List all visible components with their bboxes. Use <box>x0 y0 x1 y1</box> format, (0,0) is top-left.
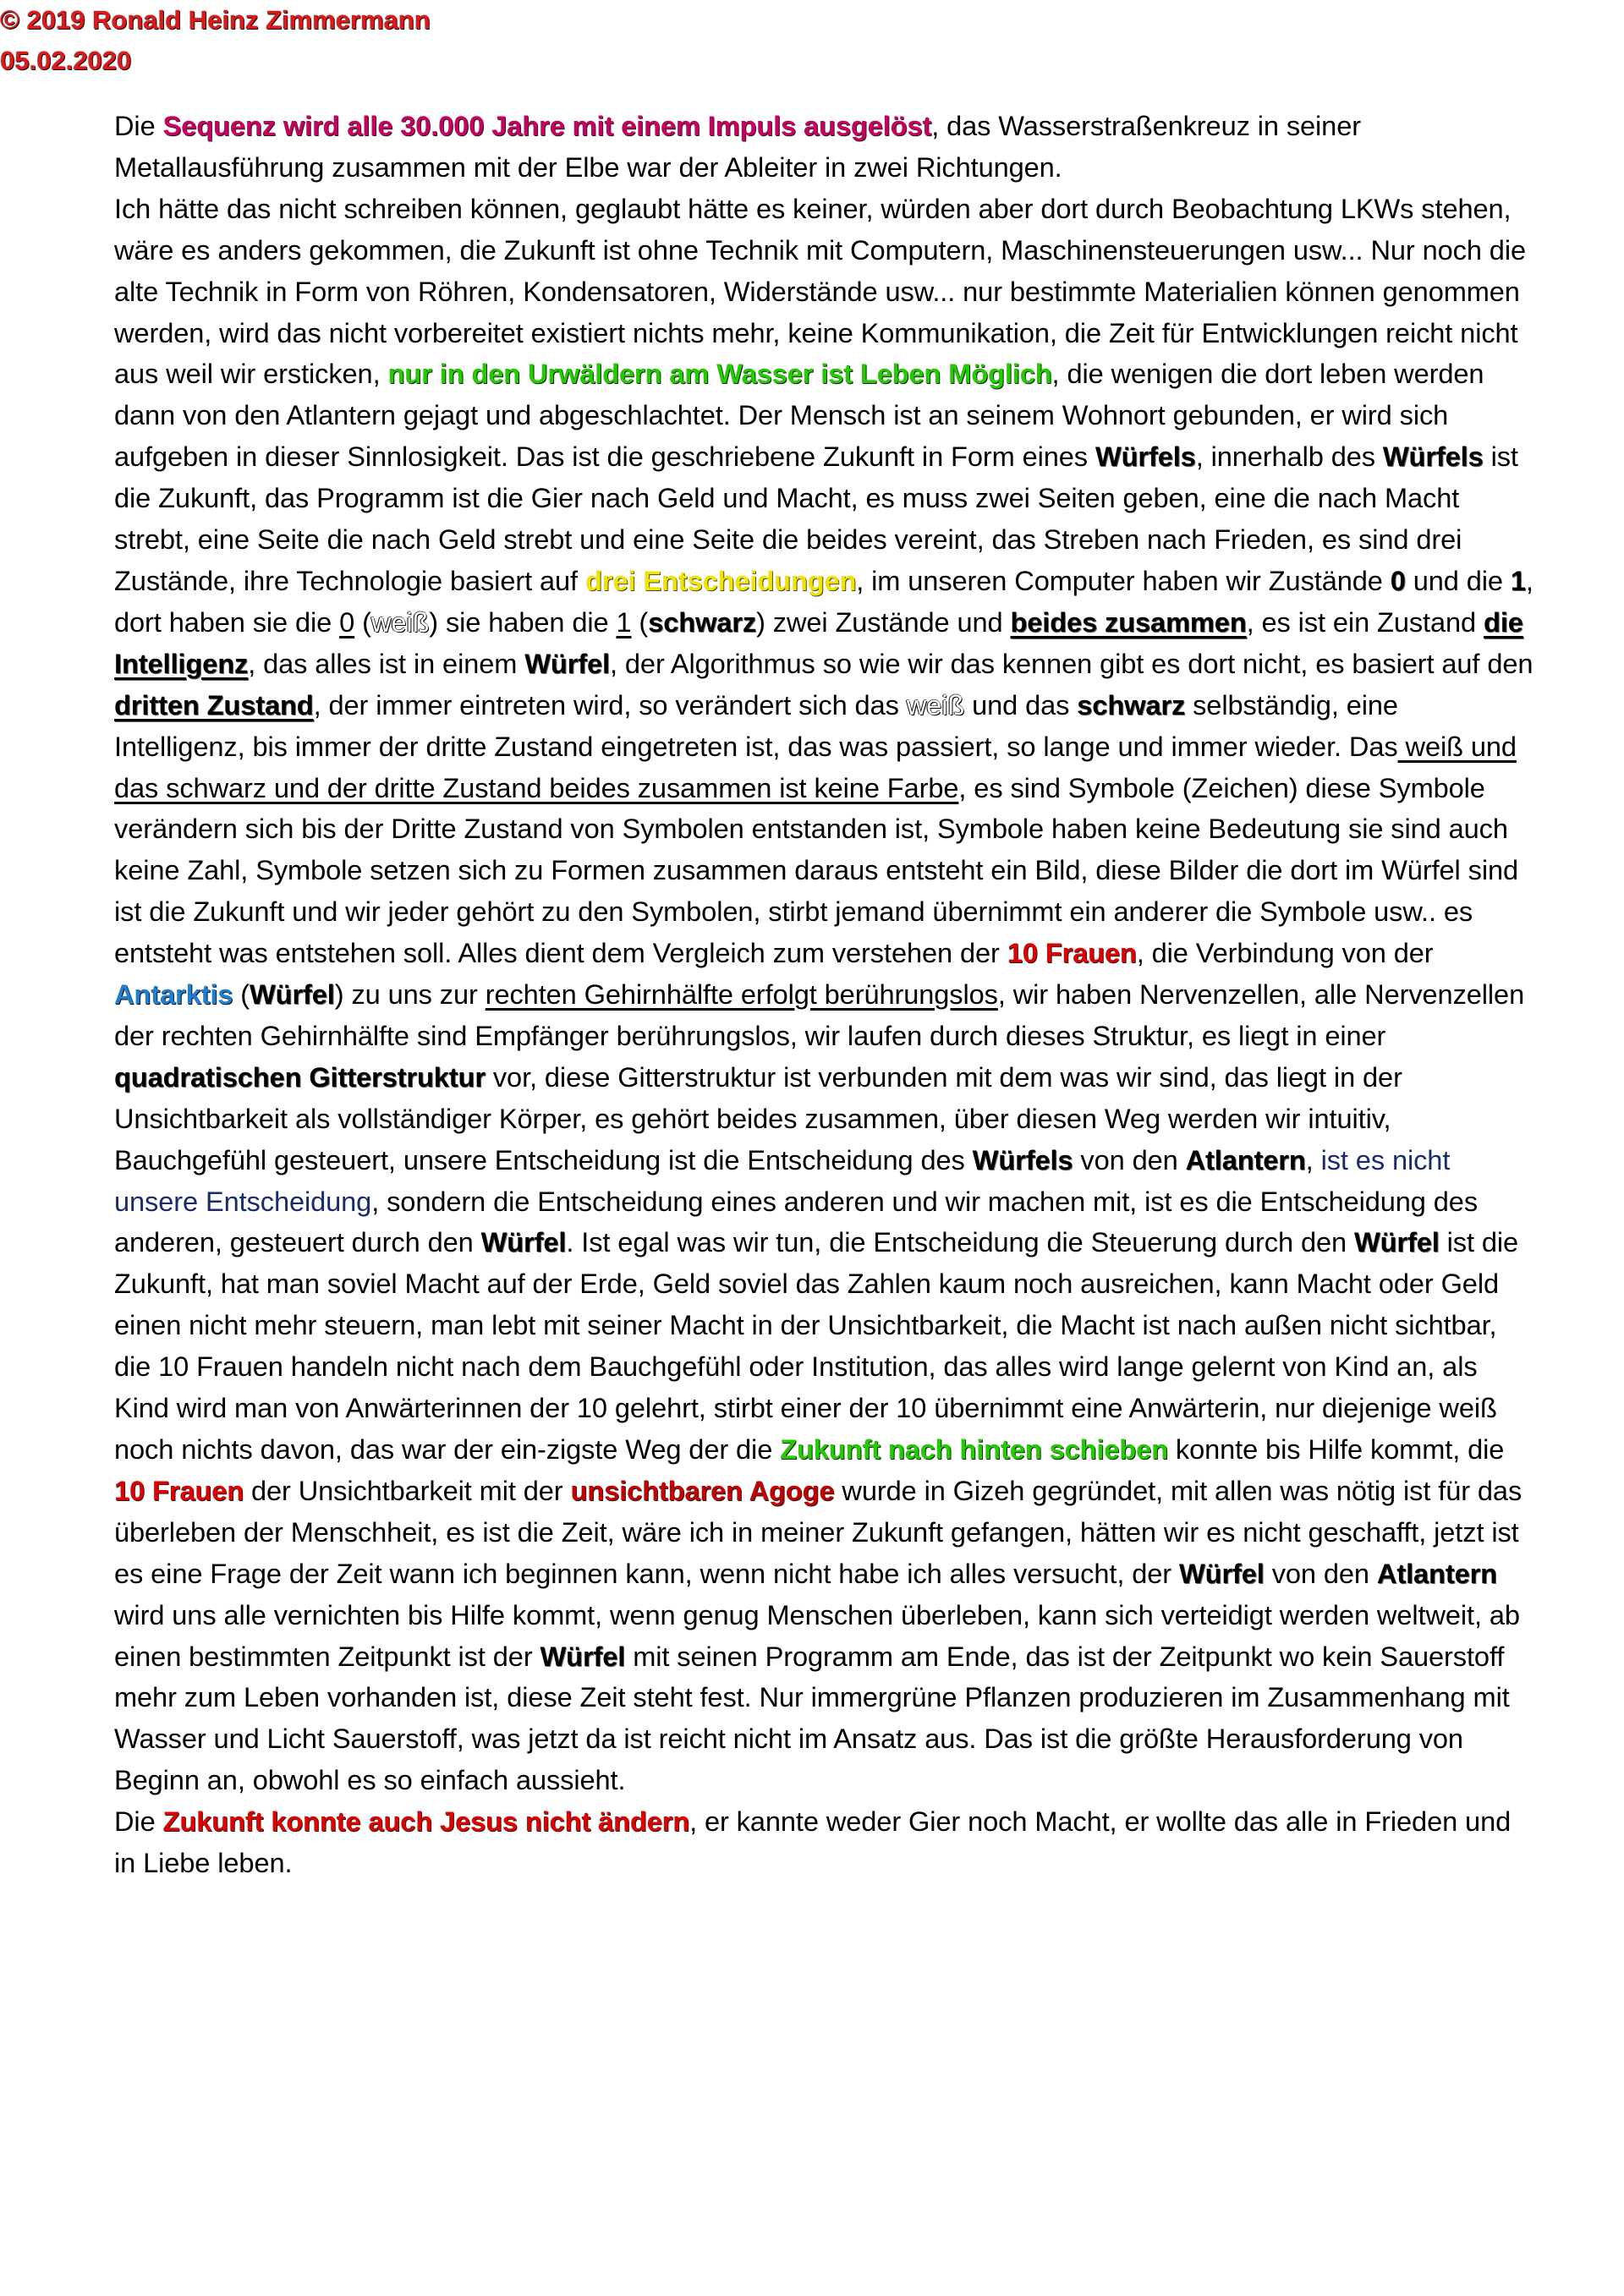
copyright-notice: © 2019 Ronald Heinz Zimmermann <box>0 5 431 35</box>
text-run: ( <box>233 978 250 1011</box>
text-run: ( <box>354 606 371 638</box>
text-run: , er kannte weder Gier noch Macht, er wollte das alle in Frieden und in Liebe leben. <box>114 1806 1512 1879</box>
text-run: selbständig, eine Intelligenz, bis immer der dritte Zustand eingetreten ist, das was passiert, so lange und immer wieder. Das <box>114 688 1398 762</box>
text-run: Die <box>114 1806 163 1838</box>
text-run: , innerhalb des <box>1195 441 1383 473</box>
document-date: 05.02.2020 <box>0 46 132 75</box>
term-atlantern: Atlantern <box>1376 1557 1497 1589</box>
text-run: Die <box>114 110 163 141</box>
term-wuerfel: Würfels <box>1382 441 1484 473</box>
text-run: ) zu uns zur <box>334 978 486 1011</box>
text-run: vor, diese Gitterstruktur ist verbunden mit dem was wir sind, das liegt in der Unsichtbarkeit als vollständiger Körper, es gehört beides zusammen, über diesen Weg werden wir intuitiv, Bauchgefühl gesteuert, unsere Entscheidung ist die Entscheidung des <box>114 1060 1402 1175</box>
text-run: ) sie haben die <box>429 606 617 638</box>
term-beides-zusammen: beides zusammen <box>1010 606 1247 638</box>
text-run: der Unsichtbarkeit mit der <box>244 1474 571 1506</box>
highlight-unsere-entscheidung: ist es nicht unsere Entscheidung <box>114 1143 1451 1217</box>
text-run: , wir haben Nervenzellen, alle Nervenzellen der rechten Gehirnhälfte sind Empfänger berührungslos, wir laufen durch dieses Struktur, es liegt in einer <box>114 978 1525 1051</box>
text-run: , die Verbindung von der <box>1136 937 1434 969</box>
term-weiss: weiß <box>906 688 965 721</box>
highlight-zukunft-schieben: Zukunft nach hinten schieben <box>780 1433 1168 1465</box>
text-run: , <box>1305 1143 1321 1175</box>
term-wuerfel: Würfels <box>1095 441 1196 473</box>
paragraph-2 <box>114 189 1535 1801</box>
text-run: , der Algorithmus so wie wir das kennen gibt es dort nicht, es basiert auf den <box>610 647 1533 679</box>
term-weiss: weiß <box>370 606 430 638</box>
text-run: , die wenigen die dort leben werden dann von den Atlantern gejagt und abgeschlachtet. Der Mensch ist an seinem Wohnort gebunden, er wird sich aufgeben in dieser Sinnlosigkeit. Das ist die geschriebene Zukunft in Form eines <box>114 358 1484 473</box>
term-wuerfel: Würfel <box>250 978 335 1011</box>
term-wuerfel: Würfels <box>972 1143 1073 1175</box>
highlight-10-frauen: 10 Frauen <box>114 1474 244 1506</box>
highlight-unsichtbare-agoge: unsichtbaren Agoge <box>570 1474 835 1506</box>
text-run: , sondern die Entscheidung eines anderen und wir machen mit, ist es die Entscheidung des anderen, gesteuert durch den <box>114 1185 1479 1258</box>
text-run: , es ist ein Zustand <box>1246 606 1484 638</box>
term-wuerfel: Würfel <box>524 647 610 679</box>
paragraph-1 <box>114 106 1535 189</box>
text-run: , das alles ist in einem <box>248 647 525 679</box>
text-run: wurde in Gizeh gegründet, mit allen was nötig ist für das überleben der Menschheit, es ist die Zeit, wäre ich in meiner Zukunft gefangen, hätten wir es nicht geschafft, jetzt ist es eine Frage der Zeit wann ich beginnen kann, wenn nicht habe ich alles versucht, der <box>114 1474 1522 1589</box>
term-zero: 0 <box>1390 564 1406 596</box>
underlined-keine-farbe: weiß und das schwarz und der dritte Zustand beides zusammen ist keine Farbe <box>114 730 1517 803</box>
text-run: und das <box>964 688 1078 721</box>
term-dritten-zustand: dritten Zustand <box>114 688 314 721</box>
text-run: Ich hätte das nicht schreiben können, geglaubt hätte es keiner, würden aber dort durch Beobachtung LKWs stehen, wäre es anders gekommen, die Zukunft ist ohne Technik mit Computern, Maschinensteuerungen usw... Nur noch die alte Technik in Form von Röhren, Kondensatoren, Widerstände usw... nur bestimmte Materialien können genommen werden, wird das nicht vorbereitet existiert nichts mehr, keine Kommunikation, die Zeit für Entwicklungen reicht nicht aus weil wir ersticken, <box>114 192 1526 390</box>
highlight-10-frauen: 10 Frauen <box>1007 937 1137 969</box>
highlight-antarktis: Antarktis <box>114 978 233 1011</box>
text-run: , im unseren Computer haben wir Zustände <box>856 564 1391 596</box>
text-run: , dort haben sie die <box>114 564 1533 638</box>
text-run: ( <box>631 606 649 638</box>
text-run: ist die Zukunft, das Programm ist die Gier nach Geld und Macht, es muss zwei Seiten geben, eine die nach Macht strebt, eine Seite die nach Geld strebt und eine Seite die beides vereint, das Streben nach Frieden, es sind drei Zustände, ihre Technologie basiert auf <box>114 441 1518 596</box>
highlight-jesus: Zukunft konnte auch Jesus nicht ändern <box>162 1806 690 1838</box>
text-run: , das Wasserstraßenkreuz in seiner Metallausführung zusammen mit der Elbe war der Ableiter in zwei Richtungen. <box>114 110 1361 183</box>
highlight-drei-entscheidungen: drei Entscheidungen <box>584 564 857 596</box>
term-die-intelligenz: die Intelligenz <box>114 606 1523 679</box>
term-wuerfel: Würfel <box>1353 1226 1440 1258</box>
term-gitterstruktur: quadratischen Gitterstruktur <box>114 1060 486 1093</box>
text-run: konnte bis Hilfe kommt, die <box>1167 1433 1505 1465</box>
term-atlantern: Atlantern <box>1185 1143 1306 1175</box>
text-run: , der immer eintreten wird, so verändert sich das <box>313 688 907 721</box>
text-run: mit seinen Programm am Ende, das ist der Zeitpunkt wo kein Sauerstoff mehr zum Leben vorhanden ist, diese Zeit steht fest. Nur immergrüne Pflanzen produzieren im Zusammenhang mit Wasser und Licht Sauerstoff, was jetzt da ist reicht nicht im Ansatz aus. Das ist die größte Herausforderung von Beginn an, obwohl es so einfach aussieht. <box>114 1640 1510 1796</box>
text-run: wird uns alle vernichten bis Hilfe kommt, wenn genug Menschen überleben, kann sich verteidigt werden weltweit, ab einen bestimmten Zeitpunkt ist der <box>114 1598 1520 1672</box>
term-zero-underlined: 0 <box>339 606 355 638</box>
document-header <box>0 0 431 81</box>
term-wuerfel: Würfel <box>540 1640 626 1672</box>
term-one: 1 <box>1510 564 1526 596</box>
text-run: von den <box>1073 1143 1186 1175</box>
text-run: , es sind Symbole (Zeichen) diese Symbole verändern sich bis der Dritte Zustand von Symbolen entstanden ist, Symbole haben keine Bedeutung sie sind auch keine Zahl, Symbole setzen sich zu Formen zusammen daraus entsteht ein Bild, diese Bilder die dort im Würfel sind ist die Zukunft und wir jeder gehört zu den Symbolen, stirbt jemand übernimmt ein anderer die Symbole usw.. es entsteht was entstehen soll. Alles dient dem Vergleich zum verstehen der <box>114 771 1519 969</box>
paragraph-3 <box>114 1801 1535 1884</box>
highlight-sequence: Sequenz wird alle 30.000 Jahre mit einem Impuls ausgelöst <box>162 110 932 141</box>
term-wuerfel: Würfel <box>1179 1557 1265 1589</box>
highlight-urwaelder: nur in den Urwäldern am Wasser ist Leben Möglich <box>387 358 1052 390</box>
underlined-rechte-gehirnhaelfte: rechten Gehirnhälfte erfolgt berührungslos <box>485 978 998 1011</box>
term-schwarz: schwarz <box>1077 688 1186 721</box>
text-run: ist die Zukunft, hat man soviel Macht auf der Erde, Geld soviel das Zahlen kaum noch ausreichen, kann Macht oder Geld einen nicht mehr steuern, man lebt mit seiner Macht in der Unsichtbarkeit, die Macht ist nach außen nicht sichtbar, die 10 Frauen handeln nicht nach dem Bauchgefühl oder Institution, das alles wird lange gelernt von Kind an, als Kind wird man von Anwärterinnen der 10 gelehrt, stirbt einer der 10 übernimmt eine Anwärterin, nur diejenige weiß noch nichts davon, das war der ein-zigste Weg der die <box>114 1226 1519 1465</box>
text-run: . Ist egal was wir tun, die Entscheidung die Steuerung durch den <box>566 1226 1354 1258</box>
text-run: von den <box>1264 1557 1377 1589</box>
term-wuerfel: Würfel <box>480 1226 567 1258</box>
term-schwarz: schwarz <box>648 606 757 638</box>
term-one-underlined: 1 <box>616 606 632 638</box>
text-run: und die <box>1405 564 1511 596</box>
document-body <box>114 106 1535 1884</box>
text-run: ) zwei Zustände und <box>756 606 1011 638</box>
